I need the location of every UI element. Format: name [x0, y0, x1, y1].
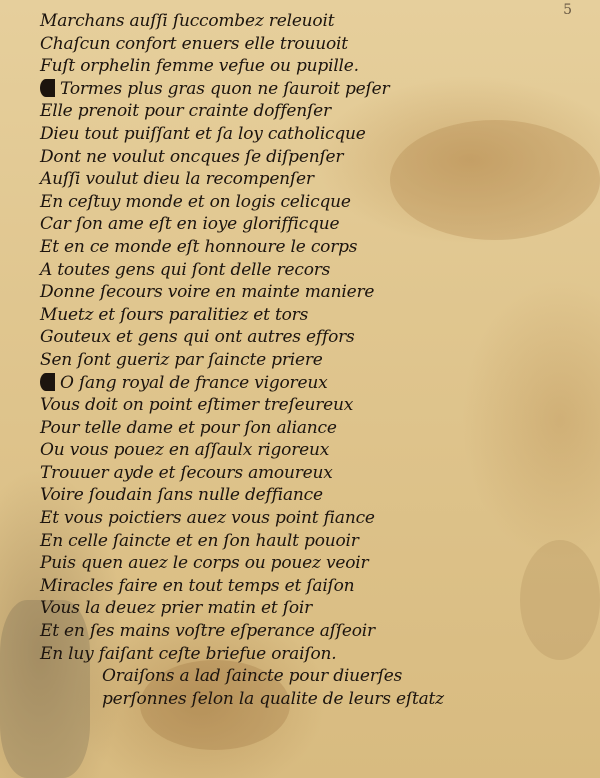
water-stain	[520, 540, 600, 660]
verse-line: Dont ne voulut oncques ſe diſpenſer	[40, 146, 344, 167]
verse-line: Voire ſoudain ſans nulle deffiance	[40, 485, 323, 506]
pilcrow-icon	[40, 373, 56, 391]
verse-line: En celle ſaincte et en ſon hault pouoir	[40, 530, 359, 551]
verse-line: Et en ſes mains voſtre eſperance aſſeoir	[40, 621, 375, 642]
verse-line: Muetz et ſours paralitiez et tors	[40, 304, 309, 325]
verse-line: Chaſcun confort enuers elle trouuoit	[40, 33, 348, 54]
verse-line: Donne ſecours voire en mainte maniere	[40, 282, 375, 303]
verse-line: Marchans auſſi ſuccombez releuoit	[40, 11, 335, 31]
verse-line: Et vous poictiers auez vous point fiance	[40, 508, 375, 529]
verse-line: En ceſtuy monde et on logis celicque	[40, 191, 351, 212]
verse-line: Sen ſont gueriz par ſaincte priere	[40, 349, 323, 370]
verse-line: Fuſt orphelin femme vefue ou pupille.	[40, 56, 359, 77]
verse-line: Car ſon ame eſt en ioye glorifficque	[40, 214, 340, 235]
pilcrow-icon	[40, 79, 56, 97]
rubric-line: perſonnes ſelon la qualite de leurs eſtatz	[102, 688, 444, 709]
verse-line: Puis quen auez le corps ou pouez veoir	[40, 553, 369, 574]
verse-line: Pour telle dame et pour ſon aliance	[40, 417, 337, 438]
verse-line: A toutes gens qui ſont delle recors	[40, 259, 331, 280]
verse-line	[40, 78, 510, 101]
verse-line: Auſſi voulut dieu la recompenſer	[40, 169, 314, 190]
rubric-line: Oraiſons a lad ſaincte pour diuerſes	[102, 666, 403, 687]
verse-line-text: Tormes plus gras quon ne ſauroit peſer	[60, 78, 390, 99]
verse-line: Ou vous pouez en aſſaulx rigoreux	[40, 440, 330, 461]
verse-text-block	[40, 10, 510, 710]
page-mark: 5	[563, 2, 572, 18]
verse-line: Dieu tout puiſſant et ſa loy catholicque	[40, 123, 366, 144]
verse-line: Gouteux et gens qui ont autres effors	[40, 327, 355, 348]
verse-line: Miracles faire en tout temps et ſaiſon	[40, 575, 355, 596]
verse-line: Trouuer ayde et ſecours amoureux	[40, 462, 333, 483]
verse-line: Vous doit on point eſtimer treſeureux	[40, 395, 354, 416]
verse-line: Et en ce monde eſt honnoure le corps	[40, 236, 358, 257]
verse-line	[40, 372, 510, 395]
verse-line: En luy faiſant ceſte briefue oraiſon.	[40, 643, 337, 664]
verse-line: Elle prenoit pour crainte doffenſer	[40, 101, 331, 122]
verse-line-text: O ſang royal de france vigoreux	[60, 372, 328, 393]
verse-line: Vous la deuez prier matin et ſoir	[40, 598, 313, 619]
